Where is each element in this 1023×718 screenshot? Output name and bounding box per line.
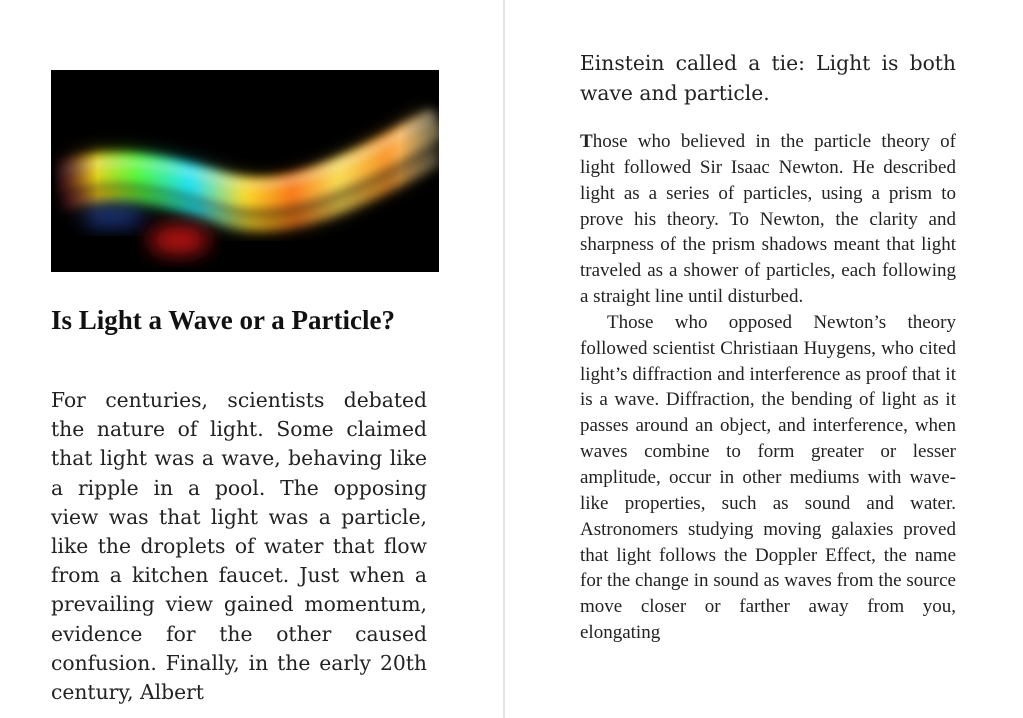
rainbow-light-wave-image — [51, 70, 439, 272]
body-paragraph-2: Those who opposed Newton’s theory followed scientist Christiaan Huygens, who cited light’s diffraction and interference as proof that it is a wave. Diffraction, the bending of light as it passes around an object, and interference, when waves combine to form greater or lesser amplitude, occur in other mediums with wave-like properties, such as sound and water. Astronomers studying moving galaxies proved that light follows the Doppler Effect, the name for the change in sound as waves from the source move closer or farther away from you, elongating — [580, 311, 956, 644]
lead-continuation: Einstein called a tie: Light is both wave and particle. — [580, 51, 956, 105]
body-text — [580, 129, 956, 646]
body-paragraph-1-text: hose who believed in the particle theory of light followed Sir Isaac Newton. He described light as a series of particles, using a prism to prove his theory. To Newton, the clarity and sharpness of the prism shadows meant that light traveled as a shower of particles, each following a straight line until disturbed. — [580, 131, 956, 308]
article-title: Is Light a Wave or a Particle? — [51, 305, 395, 335]
drop-cap: T — [580, 131, 593, 152]
lead-paragraph: For centuries, scientists debated the nature of light. Some claimed that light was a wave, behaving like a ripple in a pool. The opposing view was that light was a particle, like the droplets of water that flow from a kitchen faucet. Just when a prevailing view gained momentum, evidence for the other caused confusion. Finally, in the early 20th century, Albert — [51, 388, 427, 705]
body-paragraph-1 — [580, 129, 956, 310]
page-divider — [503, 0, 505, 718]
